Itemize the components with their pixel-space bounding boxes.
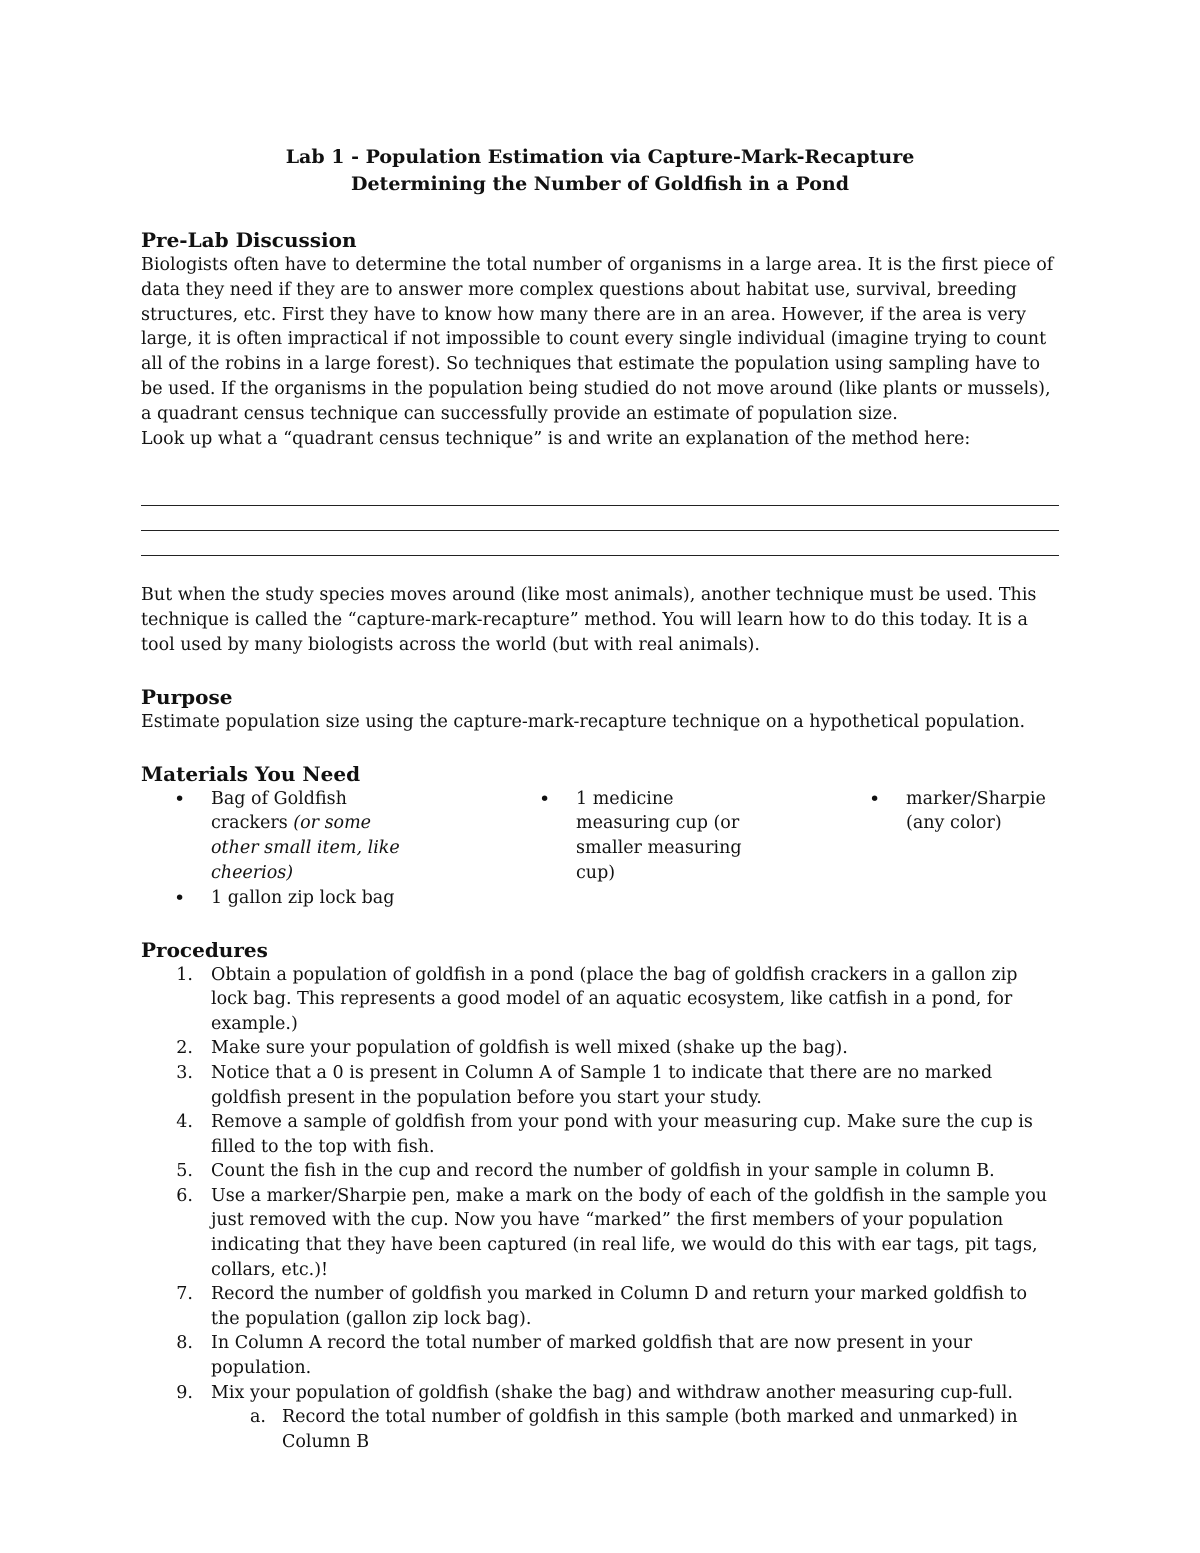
material-note: (or some other small item, like cheerios) xyxy=(211,813,400,883)
materials-list xyxy=(141,787,1059,911)
capture-mark-recapture-intro: But when the study species moves around (like most animals), another technique must be used. This technique is called the “capture-mark-recapture” method. You will learn how to do this today. It is a tool used by many biologists across the world (but with real animals). xyxy=(141,585,1037,655)
materials-column-1 xyxy=(141,787,506,911)
procedure-step xyxy=(141,1381,1059,1455)
material-text: 1 medicine measuring cup (or smaller measuring cup) xyxy=(576,788,742,883)
step-text: Count the fish in the cup and record the number of goldfish in your sample in column B. xyxy=(211,1161,995,1182)
purpose-section xyxy=(141,684,1059,735)
step-number: 5. xyxy=(176,1161,193,1182)
procedure-step xyxy=(141,1184,1059,1282)
purpose-heading: Purpose xyxy=(141,684,233,709)
step-number: 8. xyxy=(176,1333,193,1354)
materials-column-2 xyxy=(506,787,836,911)
answer-line-1[interactable] xyxy=(141,481,1059,506)
prelab-section xyxy=(141,227,1059,658)
step-number: 9. xyxy=(176,1382,193,1403)
procedures-heading: Procedures xyxy=(141,937,268,962)
step-number: 4. xyxy=(176,1112,193,1133)
procedure-step xyxy=(141,1282,1059,1331)
materials-heading: Materials You Need xyxy=(141,761,361,786)
material-text: 1 gallon zip lock bag xyxy=(211,887,395,908)
document-title xyxy=(141,144,1059,198)
title-line-1: Lab 1 - Population Estimation via Capture-Mark-Recapture xyxy=(285,146,915,168)
material-item xyxy=(836,787,1059,837)
substep-letter: a. xyxy=(250,1407,266,1428)
procedure-step xyxy=(141,1110,1059,1159)
procedure-substeps xyxy=(211,1405,1059,1454)
material-item xyxy=(141,787,401,886)
materials-section xyxy=(141,761,1059,911)
procedure-step xyxy=(141,1036,1059,1061)
procedure-step xyxy=(141,1331,1059,1380)
prelab-prompt: Look up what a “quadrant census technique” is and write an explanation of the method here: xyxy=(141,428,971,449)
material-item xyxy=(141,886,401,911)
step-text: Make sure your population of goldfish is well mixed (shake up the bag). xyxy=(211,1038,848,1059)
step-text: Obtain a population of goldfish in a pond (place the bag of goldfish crackers in a gallon zip lock bag. This represents a good model of an aquatic ecosystem, like catfish in a pond, for example.) xyxy=(211,964,1018,1034)
step-number: 6. xyxy=(176,1185,193,1206)
procedures-section xyxy=(141,937,1059,1455)
step-number: 2. xyxy=(176,1038,193,1059)
material-text: marker/Sharpie (any color) xyxy=(906,788,1046,834)
step-text: In Column A record the total number of marked goldfish that are now present in your population. xyxy=(211,1333,973,1379)
step-text: Mix your population of goldfish (shake the bag) and withdraw another measuring cup-full. xyxy=(211,1382,1013,1403)
step-number: 7. xyxy=(176,1284,193,1305)
answer-lines[interactable] xyxy=(141,481,1059,556)
material-item xyxy=(506,787,756,886)
step-number: 1. xyxy=(176,964,193,985)
answer-line-2[interactable] xyxy=(141,506,1059,531)
prelab-heading: Pre-Lab Discussion xyxy=(141,228,357,252)
title-line-2: Determining the Number of Goldfish in a Pond xyxy=(350,173,849,195)
step-text: Notice that a 0 is present in Column A of Sample 1 to indicate that there are no marked goldfish present in the population before you start your study. xyxy=(211,1062,993,1108)
step-number: 3. xyxy=(176,1062,193,1083)
step-text: Use a marker/Sharpie pen, make a mark on the body of each of the goldfish in the sample you just removed with the cup. Now you have “marked” the first members of your population indicating that they have been captured (in real life, we would do this with ear tags, pit tags, collars, etc.)! xyxy=(211,1185,1047,1280)
prelab-paragraph: Biologists often have to determine the total number of organisms in a large area. It is the first piece of data they need if they are to answer more complex questions about habitat use, survival, breeding structures, etc. First they have to know how many there are in an area. However, if the area is very large, it is often impractical if not impossible to count every single individual (imagine trying to count all of the robins in a large forest). So techniques that estimate the population using sampling have to be used. If the organisms in the population being studied do not move around (like plants or mussels), a quadrant census technique can successfully provide an estimate of population size. xyxy=(141,255,1054,424)
procedure-step xyxy=(141,1159,1059,1184)
procedure-substep xyxy=(211,1405,1059,1454)
material-text: Bag of Goldfish crackers xyxy=(211,788,347,834)
purpose-text: Estimate population size using the capture-mark-recapture technique on a hypothetical population. xyxy=(141,711,1026,732)
procedure-step xyxy=(141,1061,1059,1110)
substep-text: Record the total number of goldfish in this sample (both marked and unmarked) in Column B xyxy=(282,1407,1018,1452)
procedure-step xyxy=(141,963,1059,1037)
document-content xyxy=(141,144,1059,1454)
answer-line-3[interactable] xyxy=(141,531,1059,556)
step-text: Remove a sample of goldfish from your pond with your measuring cup. Make sure the cup is filled to the top with fish. xyxy=(211,1112,1033,1157)
materials-column-3 xyxy=(836,787,1059,911)
step-text: Record the number of goldfish you marked in Column D and return your marked goldfish to the population (gallon zip lock bag). xyxy=(211,1284,1028,1329)
procedures-list xyxy=(141,963,1059,1455)
